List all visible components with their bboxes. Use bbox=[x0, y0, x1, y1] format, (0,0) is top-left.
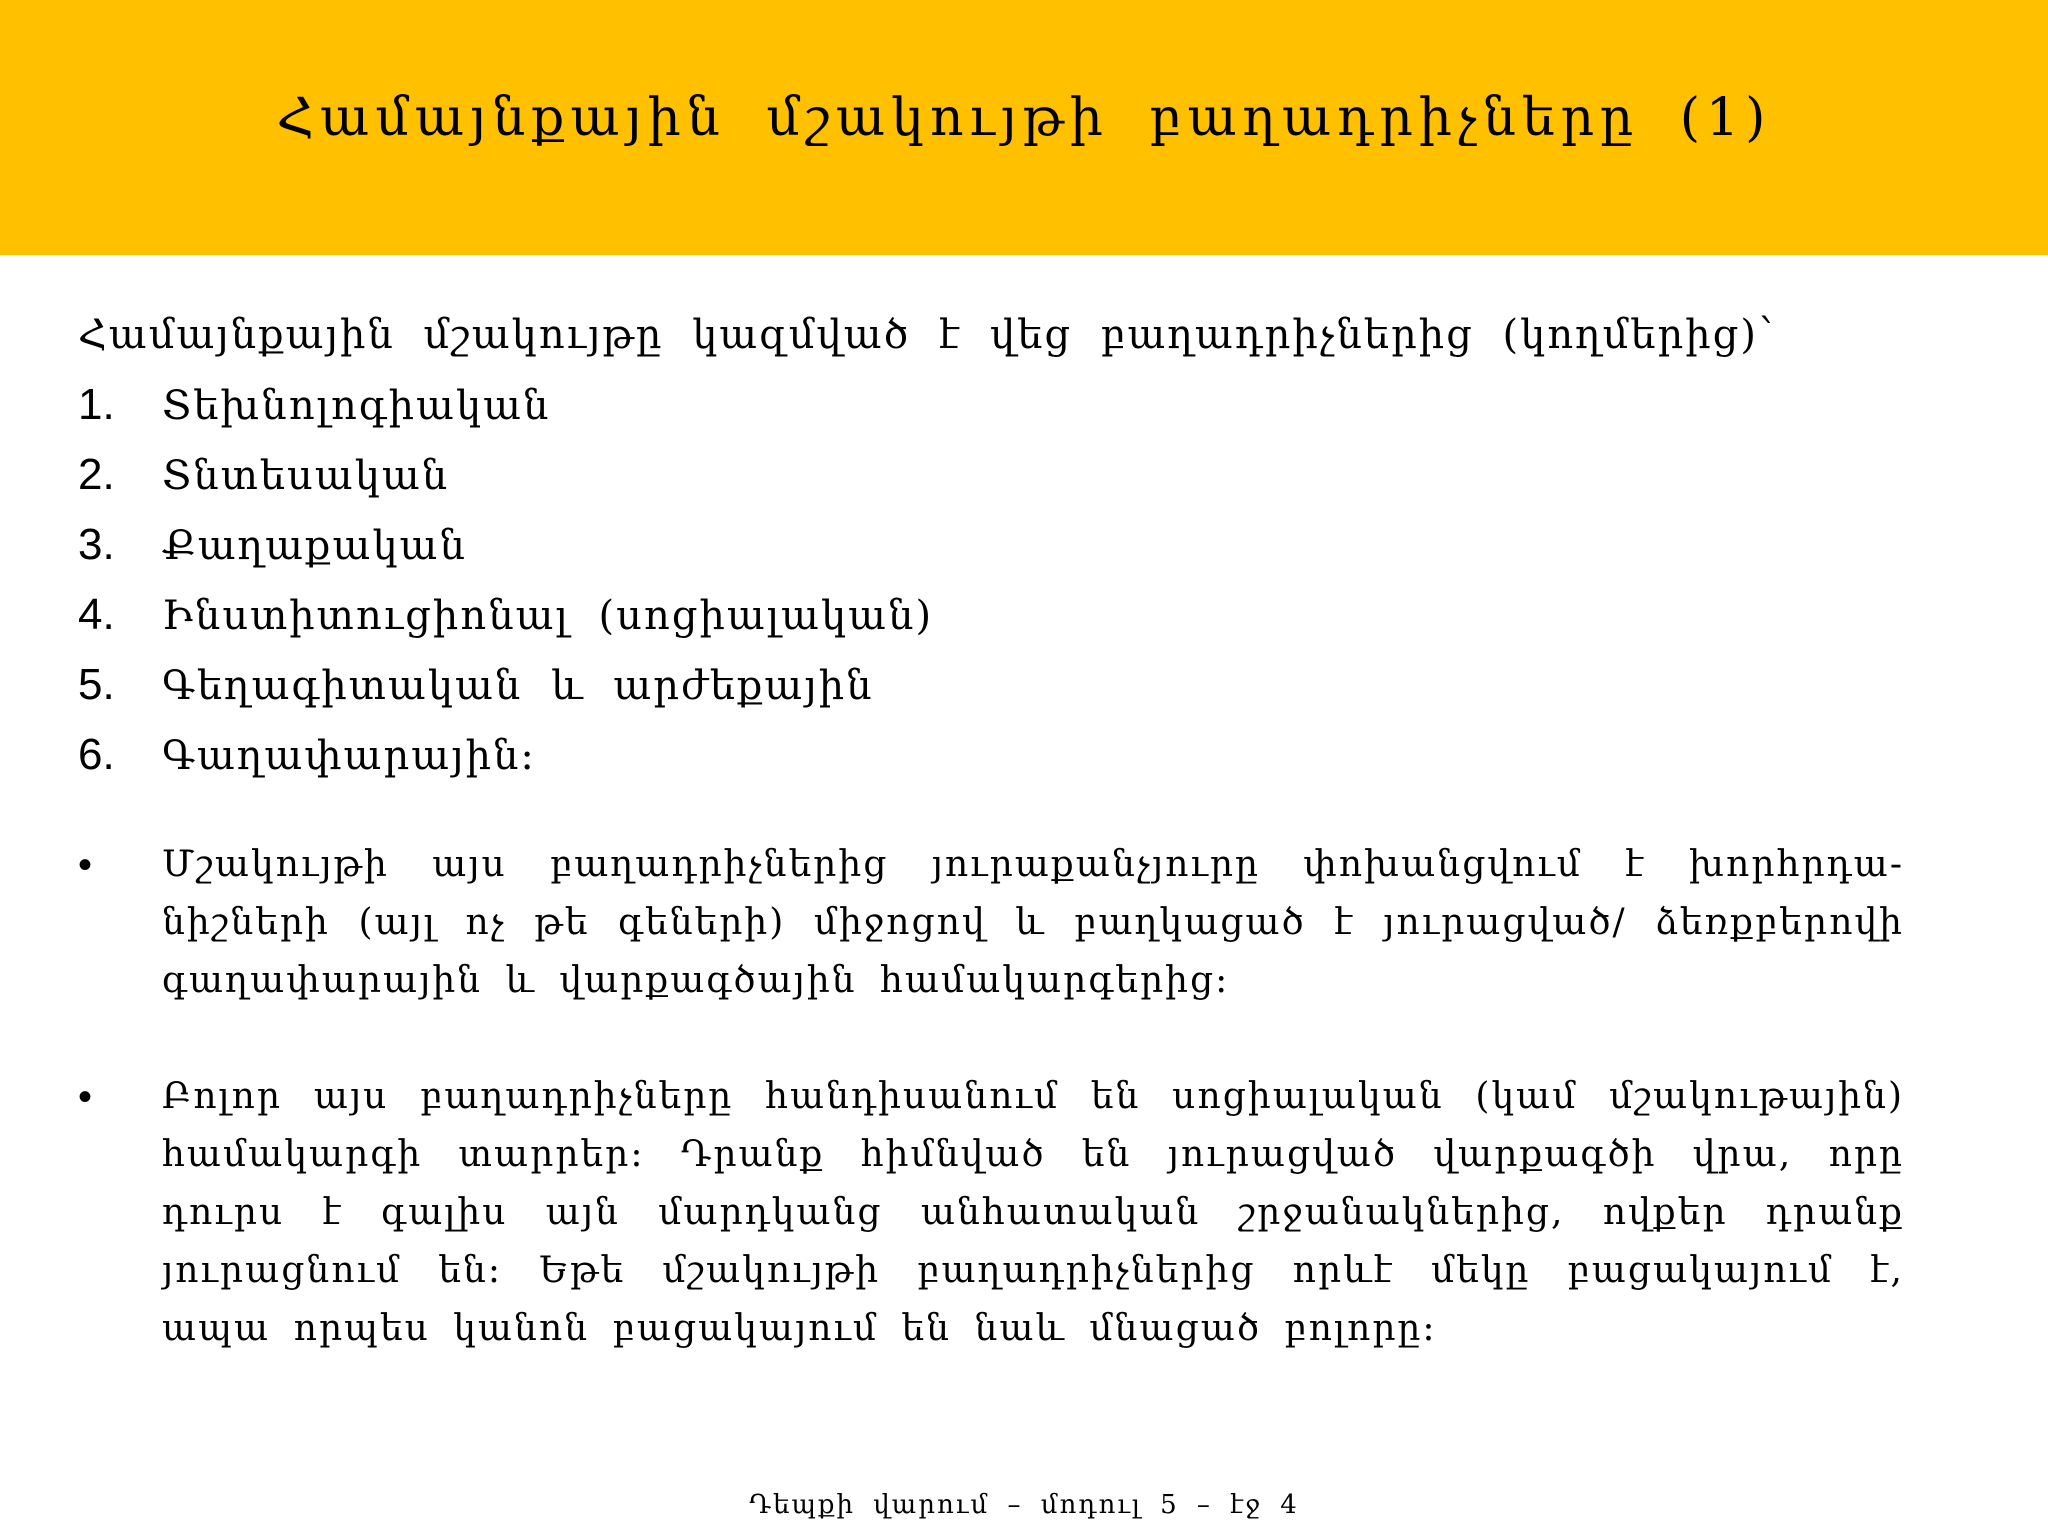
list-item bbox=[78, 720, 1904, 790]
list-item-text: Գաղափարային: bbox=[162, 733, 536, 779]
list-item bbox=[78, 370, 1904, 440]
bullet-marker: • bbox=[78, 1075, 93, 1119]
list-number: 1. bbox=[78, 380, 115, 429]
list-item bbox=[78, 510, 1904, 580]
list-number: 6. bbox=[78, 730, 115, 779]
components-list bbox=[78, 370, 1904, 790]
list-number: 2. bbox=[78, 450, 115, 499]
bullet-item bbox=[78, 1068, 1904, 1358]
list-item bbox=[78, 440, 1904, 510]
intro-text: Համայնքային մշակույթը կազմված է վեց բաղադրիչներից (կողմերից)՝ bbox=[78, 312, 1775, 358]
list-number: 4. bbox=[78, 590, 115, 639]
list-item bbox=[78, 580, 1904, 650]
bullet-text: Բոլոր այս բաղադրիչները հանդիսանում են սոցիալական (կամ մշակութային) համակարգի տարրեր: Դրանք հիմնված են յուրացված վարքագծի վրա, որը դուրս է գալիս այն մարդկանց անհատական շրջանակներից, ովքեր դրանք յուրացնում են: Եթե մշակույթի բաղադրիչներից որևէ մեկը բացակայում է, ապա որպես կանոն բացակայում են նաև մնացած բոլորը: bbox=[162, 1076, 1904, 1349]
list-number: 3. bbox=[78, 520, 115, 569]
list-item-text: Գեղագիտական և արժեքային bbox=[162, 663, 874, 709]
list-number: 5. bbox=[78, 660, 115, 709]
bullet-marker: • bbox=[78, 843, 93, 887]
bullet-item bbox=[78, 836, 1904, 1010]
list-item bbox=[78, 650, 1904, 720]
slide-title: Համայնքային մշակույթի բաղադրիչները (1) bbox=[276, 88, 1772, 148]
list-item-text: Տեխնոլոգիական bbox=[162, 383, 551, 429]
list-item-text: Տնտեսական bbox=[162, 453, 450, 499]
list-item-text: Քաղաքական bbox=[162, 523, 467, 569]
bullet-text: Մշակույթի այս բաղադրիչներից յուրաքանչյուրը փոխանցվում է խորհրդա- նիշների (այլ ոչ թե գեների) միջոցով և բաղկացած է յուրացված/ ձեռքբերովի գաղափարային և վարքագծային համակարգերից: bbox=[162, 844, 1904, 1001]
bullet-list bbox=[78, 836, 1904, 1358]
slide-content bbox=[78, 300, 1904, 1358]
page-footer: Դեպքի վարում – մոդուլ 5 – էջ 4 bbox=[749, 1490, 1299, 1520]
list-item-text: Ինստիտուցիոնալ (սոցիալական) bbox=[162, 593, 934, 639]
